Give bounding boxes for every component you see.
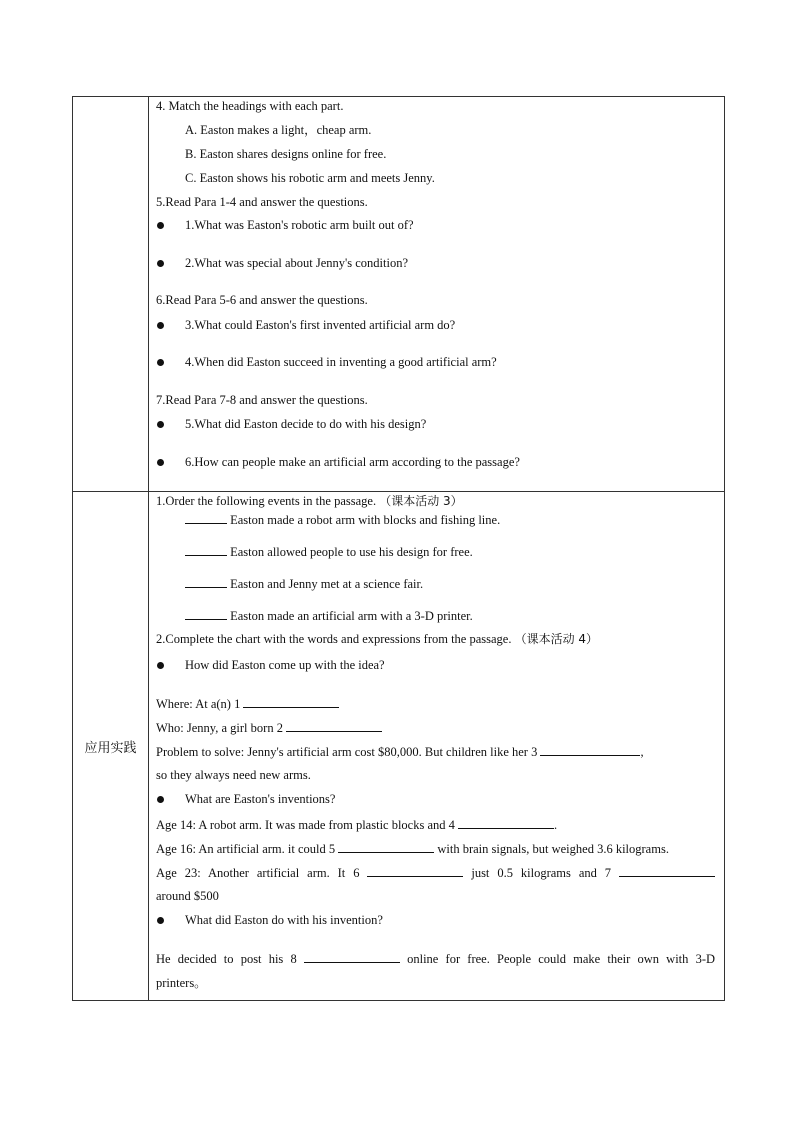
table-row — [73, 492, 725, 1001]
age23-line: Age 23: Another artificial arm. It 6 just 0.5 kilograms and 7 — [156, 865, 715, 881]
q5-item-2: 2.What was special about Jenny's condition? — [185, 256, 409, 270]
q4-option-c: C. Easton shows his robotic arm and meets Jenny. — [185, 171, 435, 185]
bullet-icon — [157, 322, 164, 329]
where-line: Where: At a(n) 1 — [156, 696, 339, 712]
q7-item-6: 6.How can people make an artificial arm according to the passage? — [185, 455, 520, 469]
bullet-icon — [157, 796, 164, 803]
q5-title: 5.Read Para 1-4 and answer the questions. — [156, 195, 368, 209]
answer-blank[interactable] — [185, 544, 227, 556]
bullet-question-1: How did Easton come up with the idea? — [185, 658, 385, 672]
chart-note: （课本活动 4） — [514, 632, 599, 646]
answer-blank-3[interactable] — [540, 744, 640, 756]
answer-blank-1[interactable] — [243, 696, 339, 708]
answer-blank-5[interactable] — [338, 841, 434, 853]
order-event-1: Easton made a robot arm with blocks and fishing line. — [185, 512, 500, 528]
age16-line: Age 16: An artificial arm. it could 5 with brain signals, but weighed 3.6 kilograms. — [156, 842, 669, 856]
answer-blank[interactable] — [185, 576, 227, 588]
table-row — [73, 97, 725, 492]
answer-blank-2[interactable] — [286, 720, 382, 732]
q7-item-5: 5.What did Easton decide to do with his design? — [185, 417, 427, 431]
who-line: Who: Jenny, a girl born 2 — [156, 720, 382, 736]
q6-item-4: 4.When did Easton succeed in inventing a good artificial arm? — [185, 355, 497, 369]
order-event-3: Easton and Jenny met at a science fair. — [185, 576, 423, 592]
order-title: 1.Order the following events in the passage. （课本活动 3） — [156, 494, 463, 508]
problem-line-2: so they always need new arms. — [156, 768, 311, 782]
age23-line-2: around $500 — [156, 889, 219, 903]
q5-item-1: 1.What was Easton's robotic arm built out of? — [185, 218, 414, 232]
bullet-question-2: What are Easton's inventions? — [185, 792, 336, 806]
section-label: 应用实践 — [73, 492, 149, 1001]
label-cell-empty — [73, 97, 149, 492]
order-event-2: Easton allowed people to use his design for free. — [185, 544, 473, 560]
q4-option-b: B. Easton shares designs online for free. — [185, 147, 387, 161]
bullet-icon — [157, 359, 164, 366]
bullet-icon — [157, 662, 164, 669]
problem-line: Problem to solve: Jenny's artificial arm cost $80,000. But children like her 3 , — [156, 745, 644, 759]
bullet-icon — [157, 260, 164, 267]
answer-blank-7[interactable] — [619, 865, 715, 877]
q4-option-a: A. Easton makes a light，cheap arm. — [185, 123, 372, 137]
bullet-icon — [157, 421, 164, 428]
answer-blank[interactable] — [185, 512, 227, 524]
q6-item-3: 3.What could Easton's first invented artificial arm do? — [185, 318, 456, 332]
practice-cell — [149, 492, 725, 1001]
bullet-icon — [157, 222, 164, 229]
worksheet-table — [72, 96, 725, 1001]
final-line: He decided to post his 8 online for free. People could make their own with 3-D — [156, 952, 716, 966]
reading-questions-cell — [149, 97, 725, 492]
bullet-icon — [157, 917, 164, 924]
chart-title: 2.Complete the chart with the words and expressions from the passage. （课本活动 4） — [156, 632, 599, 646]
answer-blank-8[interactable] — [304, 951, 400, 963]
order-note: （课本活动 3） — [379, 494, 463, 508]
q4-title: 4. Match the headings with each part. — [156, 99, 344, 113]
order-event-4: Easton made an artificial arm with a 3-D printer. — [185, 608, 473, 624]
bullet-icon — [157, 459, 164, 466]
final-line-2: printers。 — [156, 976, 207, 990]
bullet-question-3: What did Easton do with his invention? — [185, 913, 383, 927]
age14-line: Age 14: A robot arm. It was made from plastic blocks and 4 . — [156, 818, 558, 832]
q6-title: 6.Read Para 5-6 and answer the questions. — [156, 293, 368, 307]
answer-blank-4[interactable] — [458, 817, 554, 829]
q7-title: 7.Read Para 7-8 and answer the questions. — [156, 393, 368, 407]
answer-blank-6[interactable] — [367, 865, 463, 877]
answer-blank[interactable] — [185, 608, 227, 620]
